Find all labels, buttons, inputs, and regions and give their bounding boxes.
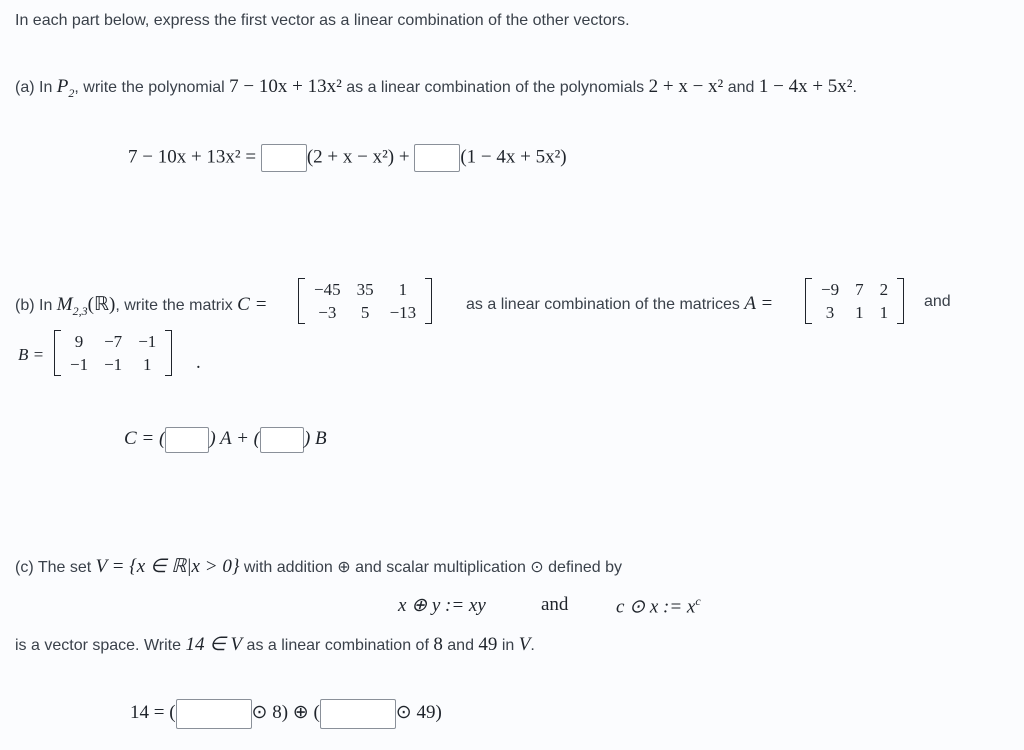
part-c-equation bbox=[130, 698, 442, 729]
matrix-b-period: . bbox=[196, 352, 201, 373]
matrix-c-name: C = bbox=[237, 294, 268, 315]
matrix-a-cell: 1 bbox=[879, 303, 889, 322]
part-b-mid: ) A + ( bbox=[209, 428, 260, 449]
matrix-c-cell: −3 bbox=[318, 303, 337, 322]
matrix-b-cell: 9 bbox=[74, 332, 84, 351]
matrix-b-cell: 1 bbox=[142, 355, 152, 374]
matrix-b-cell: −1 bbox=[70, 355, 89, 374]
matrix-a-cell: 3 bbox=[825, 303, 835, 322]
matrix-a-cell: 7 bbox=[855, 280, 864, 299]
part-b-label: (b) In $M_{2,3}(ℝ)$, write the matrix C = bbox=[15, 294, 268, 318]
space-m23: $M_{2,3}$ bbox=[56, 294, 88, 318]
matrix-b-cell: −1 bbox=[138, 332, 157, 351]
part-a-term-2: (1 − 4x + 5x²) bbox=[460, 146, 567, 168]
part-b-and: and bbox=[924, 293, 951, 310]
part-c-task: is a vector space. Write 14 ∈ V as a linear combination of 8 and 49 in V. bbox=[15, 634, 535, 655]
part-c-end: ⊙ 49) bbox=[395, 702, 442, 723]
part-b-lhs: C = ( bbox=[124, 428, 166, 449]
coefficient-b1-input[interactable] bbox=[165, 427, 209, 453]
matrix-a-cell: −9 bbox=[821, 280, 840, 299]
matrix-c-cell: −45 bbox=[314, 280, 341, 299]
part-c-lhs: 14 = ( bbox=[130, 702, 176, 723]
polynomial-2: 1 − 4x + 5x² bbox=[758, 76, 853, 97]
coefficient-c1-input[interactable] bbox=[176, 699, 252, 729]
instructions: In each part below, express the first vector as a linear combination of the other vectors. bbox=[15, 12, 630, 29]
target-polynomial: 7 − 10x + 13x² bbox=[229, 76, 342, 97]
part-b-text: as a linear combination of the matrices A = bbox=[466, 293, 774, 314]
matrix-c-cell: 5 bbox=[360, 303, 370, 322]
coefficient-a1-input[interactable] bbox=[261, 144, 307, 172]
part-a-equation bbox=[128, 144, 567, 172]
matrix-c-cell: 35 bbox=[356, 280, 374, 299]
matrix-a-name: A = bbox=[744, 293, 774, 314]
part-b-end: ) B bbox=[303, 428, 327, 449]
matrix-b-cell: −1 bbox=[104, 355, 123, 374]
space-p2: $P_2$ bbox=[56, 76, 75, 100]
part-a-term-1: (2 + x − x²) + bbox=[306, 146, 410, 168]
matrix-a-cell: 1 bbox=[855, 303, 864, 322]
matrix-b-cell: −7 bbox=[104, 332, 123, 351]
matrix-b-name: B = bbox=[18, 345, 45, 364]
coefficient-c2-input[interactable] bbox=[320, 699, 396, 729]
matrix-b bbox=[54, 330, 172, 376]
coefficient-b2-input[interactable] bbox=[260, 427, 304, 453]
matrix-c-cell: −13 bbox=[389, 303, 417, 322]
part-a-prompt: (a) In $P_2$, write the polynomial 7 − 10x + 13x² as a linear combination of the polynomials 2 + x − x² and 1 − 4x + 5x². bbox=[15, 76, 857, 100]
coefficient-a2-input[interactable] bbox=[414, 144, 460, 172]
matrix-c bbox=[298, 278, 432, 324]
addition-definition: x ⊕ y := xy bbox=[398, 595, 486, 616]
matrix-c-cell: 1 bbox=[398, 280, 408, 299]
part-c-mid: ⊙ 8) ⊕ ( bbox=[251, 702, 320, 723]
set-v: V = {x ∈ ℝ|x > 0} bbox=[95, 556, 240, 577]
matrix-a-cell: 2 bbox=[879, 280, 889, 299]
matrix-a bbox=[805, 278, 904, 324]
part-a-lhs: 7 − 10x + 13x² = bbox=[128, 146, 257, 168]
scalar-multiplication-definition: c ⊙ x := $x^c$ bbox=[616, 594, 701, 618]
part-b-equation bbox=[124, 426, 327, 453]
polynomial-1: 2 + x − x² bbox=[648, 76, 724, 97]
part-c-prompt: (c) The set V = {x ∈ ℝ|x > 0} with addition ⊕ and scalar multiplication ⊙ defined by bbox=[15, 556, 622, 577]
part-a-label: (a) In bbox=[15, 79, 57, 96]
definitions-and: and bbox=[541, 594, 569, 615]
